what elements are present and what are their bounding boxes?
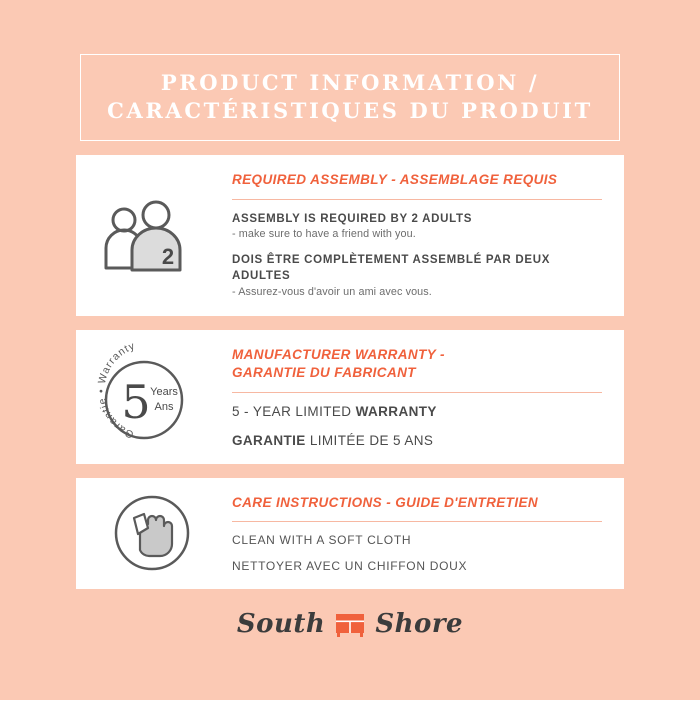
section-card-care: [76, 478, 624, 589]
svg-text:5: 5: [121, 374, 151, 429]
care-text-en: CLEAN WITH A SOFT CLOTH: [232, 532, 412, 547]
five-year-warranty-seal-icon: [76, 330, 228, 463]
warranty-text-fr-bold: GARANTIE: [232, 432, 306, 448]
assembly-text-en: [232, 211, 602, 243]
section-body-warranty: [228, 330, 624, 463]
care-text-fr: NETTOYER AVEC UN CHIFFON DOUX: [232, 558, 468, 573]
assembly-text-fr-sub: - Assurez-vous d'avoir un ami avec vous.: [232, 285, 432, 298]
sheet-inner: [28, 54, 672, 710]
warranty-text-en: [232, 404, 602, 419]
assembly-text-en-strong: ASSEMBLY IS REQUIRED BY 2 ADULTS: [232, 212, 473, 225]
page-title: [80, 54, 620, 141]
assembly-text-fr: [232, 252, 602, 300]
page-title-line-2: CARACTÉRISTIQUES DU PRODUIT: [107, 97, 593, 123]
assembly-text-fr-strong: DOIS ÊTRE COMPLÈTEMENT ASSEMBLÉ PAR DEUX ADULTES: [232, 254, 551, 283]
brand-logo-word-2: Shore: [375, 608, 464, 639]
section-title-care: CARE INSTRUCTIONS - GUIDE D'ENTRETIEN: [232, 494, 602, 522]
section-title-warranty-line-2: GARANTIE DU FABRICANT: [232, 365, 416, 381]
page-title-line-1: PRODUCT INFORMATION /: [160, 70, 540, 95]
svg-text:Years: Years: [150, 385, 178, 398]
two-people-assembly-icon: [76, 155, 228, 316]
svg-text:Ans: Ans: [154, 400, 174, 413]
section-body-care: [228, 478, 624, 589]
svg-text:2: 2: [161, 243, 175, 269]
section-title-warranty: [232, 346, 602, 392]
warranty-text-en-prefix: 5 - YEAR LIMITED: [232, 403, 356, 419]
assembly-text-en-sub: - make sure to have a friend with you.: [232, 227, 416, 240]
hand-with-cloth-icon: [76, 478, 228, 589]
section-body-assembly: [228, 155, 624, 316]
brand-logo-word-1: South: [236, 608, 326, 639]
section-card-assembly: [76, 155, 624, 316]
section-title-warranty-line-1: MANUFACTURER WARRANTY -: [232, 347, 445, 363]
dresser-icon: [335, 611, 365, 637]
section-title-assembly: REQUIRED ASSEMBLY - ASSEMBLAGE REQUIS: [232, 171, 602, 199]
brand-logo: [28, 609, 672, 639]
warranty-text-fr-suffix: LIMITÉE DE 5 ANS: [305, 432, 434, 448]
section-card-warranty: [76, 330, 624, 463]
svg-text:Garantie • Warranty: Garantie • Warranty: [95, 339, 137, 441]
warranty-text-fr: [232, 433, 602, 448]
warranty-text-en-bold: WARRANTY: [355, 403, 437, 419]
